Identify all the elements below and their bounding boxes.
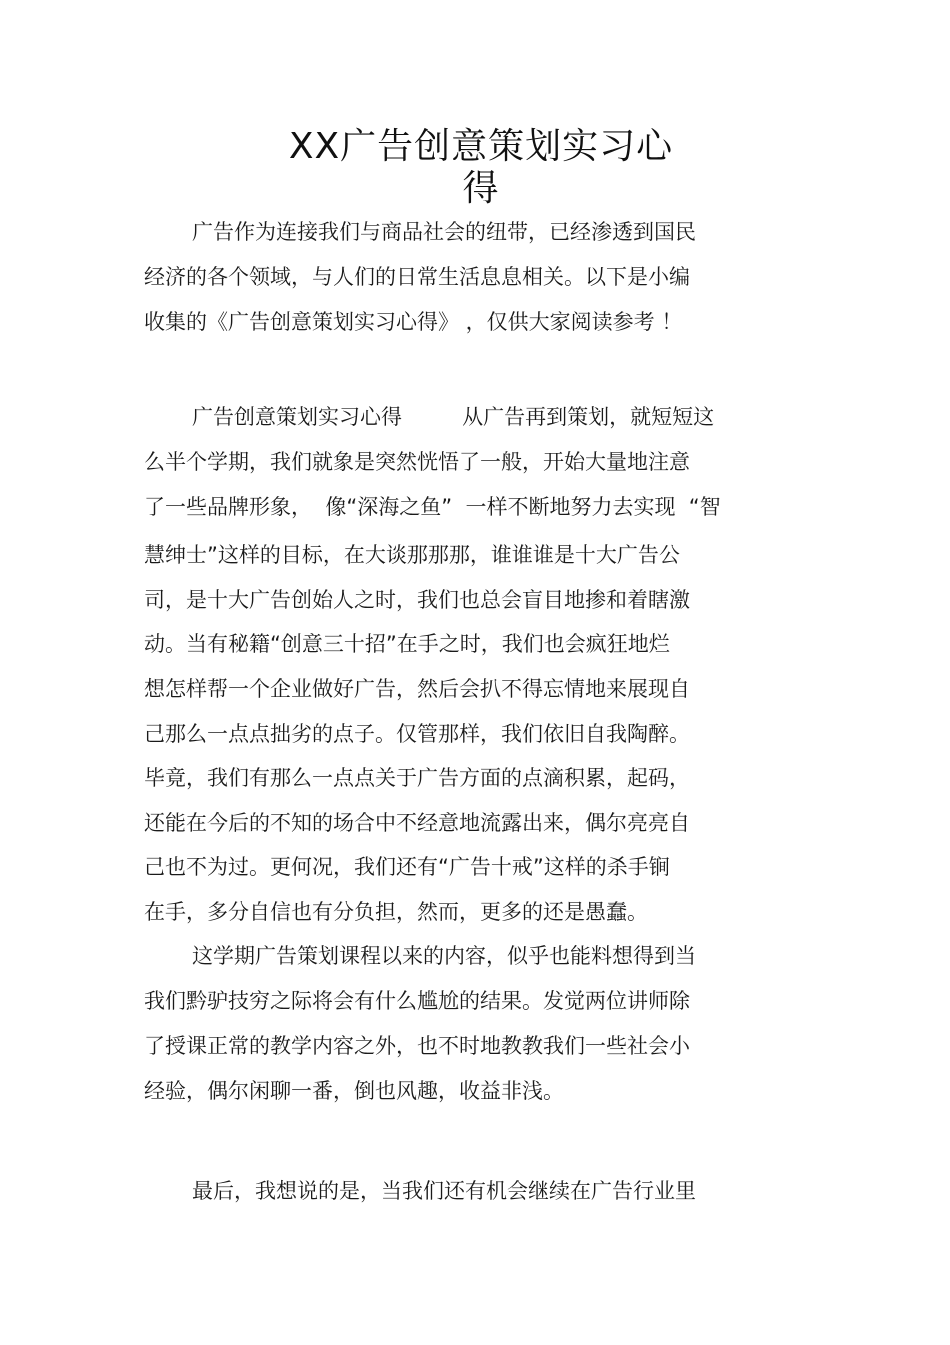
- body-line-14: 我们黔驴技穷之际将会有什么尴尬的结果。发觉两位讲师除: [144, 989, 690, 1013]
- body-line-4: 慧绅士”这样的目标，在大谈那那那，谁谁谁是十大广告公: [144, 543, 680, 567]
- document-title-line-2: 得: [462, 168, 500, 209]
- body-line-8: 己那么一点点拙劣的点子。仅管那样，我们依旧自我陶醉。: [144, 722, 690, 746]
- body-line-1: 广告创意策划实习心得 从广告再到策划，就短短这: [192, 405, 715, 429]
- body-line-17: 最后，我想说的是，当我们还有机会继续在广告行业里: [192, 1179, 696, 1203]
- body-line-7: 想怎样帮一个企业做好广告，然后会扒不得忘情地来展现自: [144, 677, 690, 701]
- intro-line-1: 广告作为连接我们与商品社会的纽带，已经渗透到国民: [192, 220, 696, 244]
- body-line-15: 了授课正常的教学内容之外，也不时地教教我们一些社会小: [144, 1034, 690, 1058]
- body-line-10: 还能在今后的不知的场合中不经意地流露出来，偶尔亮亮自: [144, 811, 690, 835]
- intro-line-2: 经济的各个领域，与人们的日常生活息息相关。以下是小编: [144, 265, 690, 289]
- body-line-2: 么半个学期，我们就象是突然恍悟了一般，开始大量地注意: [144, 450, 690, 474]
- document-title-line-1: XX广告创意策划实习心: [288, 126, 674, 167]
- body-line-11: 己也不为过。更何况，我们还有“广告十戒”这样的杀手锏: [144, 855, 670, 879]
- body-line-16: 经验，偶尔闲聊一番，倒也风趣，收益非浅。: [144, 1079, 564, 1103]
- body-line-6: 动。当有秘籍“创意三十招”在手之时，我们也会疯狂地烂: [144, 632, 670, 656]
- body-line-3: 了一些品牌形象， 像“深海之鱼” 一样不断地努力去实现 “智: [144, 495, 721, 519]
- body-line-13: 这学期广告策划课程以来的内容，似乎也能料想得到当: [192, 944, 696, 968]
- body-line-5: 司，是十大广告创始人之时，我们也总会盲目地掺和着瞎激: [144, 588, 690, 612]
- body-line-12: 在手，多分自信也有分负担，然而，更多的还是愚蠢。: [144, 900, 648, 924]
- intro-line-3: 收集的《广告创意策划实习心得》 ，仅供大家阅读参考 ！: [144, 310, 683, 334]
- body-line-9: 毕竟，我们有那么一点点关于广告方面的点滴积累，起码，: [144, 766, 690, 790]
